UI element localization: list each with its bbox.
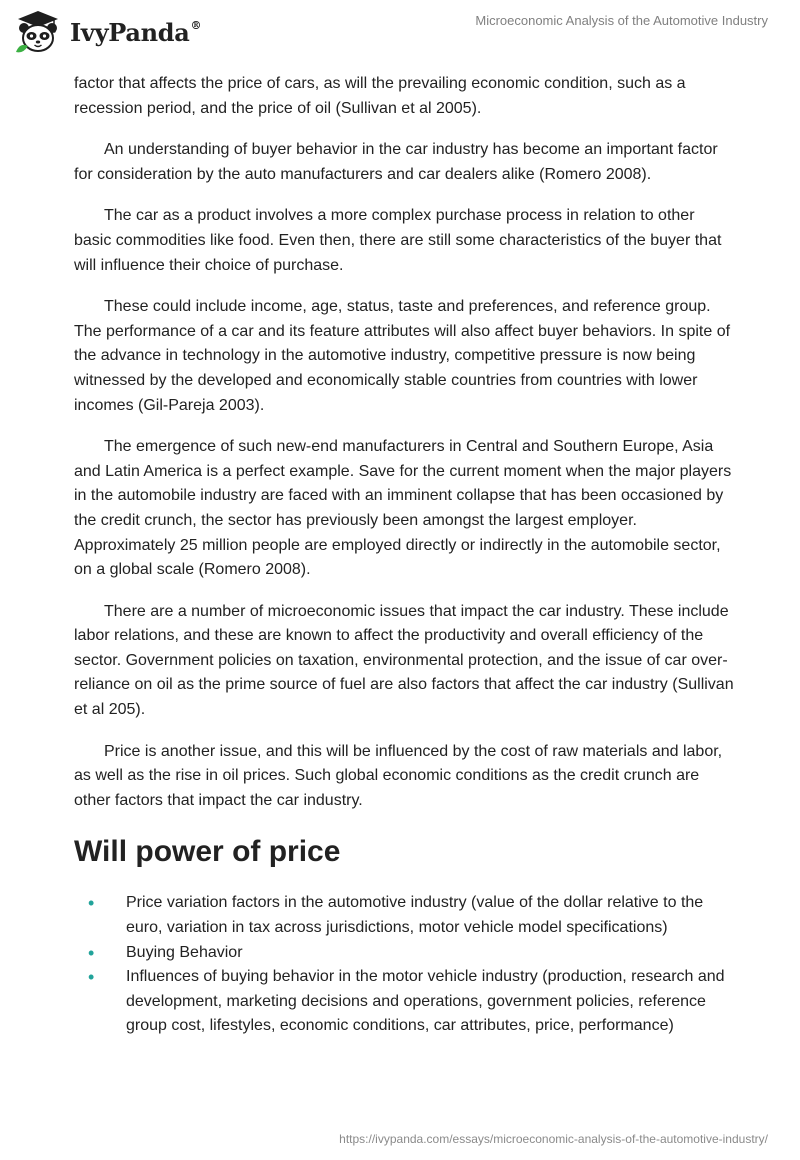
brand-name: IvyPanda®	[70, 17, 202, 47]
paragraph: There are a number of microeconomic issues that impact the car industry. These include labor relations, and these are known to affect the productivity and overall efficiency of the sector. Government policies on taxation, environmental protection, and the issue of car over-reliance on oil as the prime source of fuel are also factors that affect the car industry (Sullivan et al 205).	[74, 602, 734, 719]
paragraph: An understanding of buyer behavior in the car industry has become an important factor for consideration by the auto manufacturers and car dealers alike (Romero 2008).	[74, 141, 718, 183]
page-header	[0, 0, 800, 70]
list-item: • Influences of buying behavior in the motor vehicle industry (production, research and development, marketing decisions and operations, government policies, reference group cost, lifestyles, economic conditions, car attributes, price, performance)	[74, 965, 734, 1039]
document-title: Microeconomic Analysis of the Automotive Industry	[475, 13, 768, 28]
paragraph: The emergence of such new-end manufacturers in Central and Southern Europe, Asia and Latin America is a perfect example. Save for the current moment when the major players in the automobile industry are faced with an imminent collapse that has been occasioned by the credit crunch, the sector has previously been amongst the largest employer. Approximately 25 million people are employed directly or indirectly in the automobile sector, on a global scale (Romero 2008).	[74, 438, 732, 579]
paragraph: factor that affects the price of cars, as will the prevailing economic condition, such as a recession period, and the price of oil (Sullivan et al 2005).	[74, 75, 686, 117]
brand-logo[interactable]	[14, 8, 201, 56]
bullet-list	[74, 891, 734, 1039]
section-heading: Will power of price	[74, 835, 341, 869]
source-url-link[interactable]: https://ivypanda.com/essays/microeconomic-analysis-of-the-automotive-industry/	[339, 1132, 768, 1146]
paragraph: These could include income, age, status, taste and preferences, and reference group. The performance of a car and its feature attributes will also affect buyer behaviors. In spite of the advance in technology in the automotive industry, competitive pressure is now being witnessed by the developed and economically stable countries from countries with lower incomes (Gil-Pareja 2003).	[74, 298, 731, 414]
article-body	[74, 72, 734, 1039]
list-item: • Buying Behavior	[74, 941, 734, 966]
list-item: • Price variation factors in the automotive industry (value of the dollar relative to the euro, variation in tax across jurisdictions, motor vehicle model specifications)	[74, 891, 734, 940]
panda-graduation-cap-icon	[14, 8, 62, 56]
paragraph: The car as a product involves a more complex purchase process in relation to other basic commodities like food. Even then, there are still some characteristics of the buyer that will influence their choice of purchase.	[74, 207, 722, 274]
paragraph: Price is another issue, and this will be influenced by the cost of raw materials and labor, as well as the rise in oil prices. Such global economic conditions as the credit crunch are other factors that impact the car industry.	[74, 742, 723, 809]
